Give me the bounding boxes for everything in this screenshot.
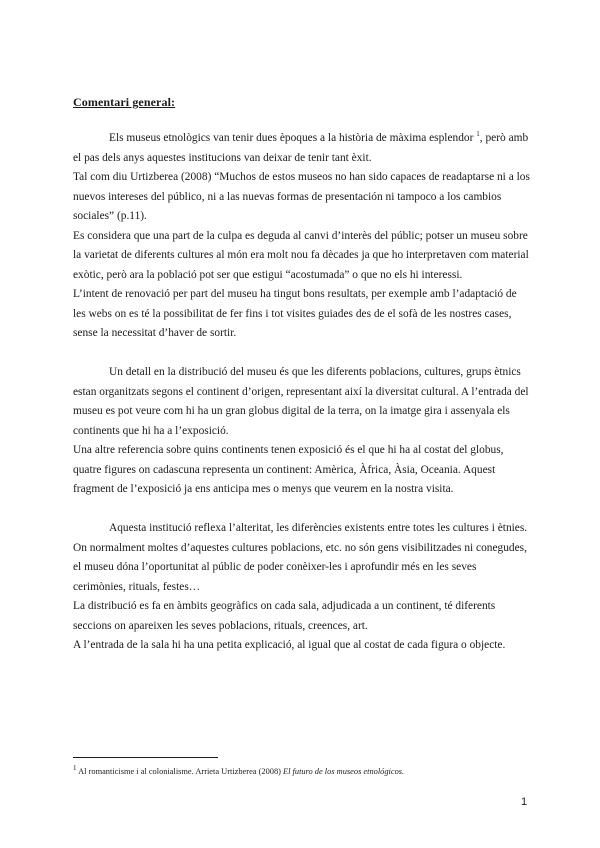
paragraph-8: La distribució es fa en àmbits geogràfics on cada sala, adjudicada a un continent, té diferents seccions on apareixen les seves poblacions, rituals, creences, art.: [73, 600, 496, 632]
section-heading: Comentari general:: [73, 95, 176, 109]
footnote-reference[interactable]: 1: [476, 130, 480, 139]
paragraph-1: [73, 129, 530, 168]
footnote-separator: [73, 757, 218, 758]
paragraph-1-text: Els museus etnològics van tenir dues èpoques a la història de màxima esplendor: [109, 132, 474, 144]
paragraph-3: Es considera que una part de la culpa es deguda al canvi d’interès del públic; potser un museu sobre la varietat de diferents cultures al món era molt nou fa dècades ja que ho interpretaven com material exòtic, però ara la població pot ser que estigui “acostumada” o que no els hi interessi.: [73, 229, 529, 281]
paragraph-1-tail: , però amb el pas dels anys aquestes institucions van deixar de tenir tant èxit.: [73, 132, 529, 164]
footnote: [73, 766, 533, 778]
footnote-title: El futuro de los museos etnológicos.: [283, 767, 405, 776]
footnote-text: Al romanticisme i al colonialisme. Arrieta Urtizberea (2008): [76, 767, 284, 776]
paragraph-4: L’intent de renovació per part del museu ha tingut bons resultats, per exemple amb l’adaptació de les webs on es té la possibilitat de fer fins i tot visites guiades des de el sofà de les nostres cases, sense la necessitat d’haver de sortir.: [73, 288, 517, 339]
paragraph-6: Una altre referencia sobre quins continents tenen exposició és el que hi ha al costat del globus, quatre figures on cadascuna representa un continent: Amèrica, Àfrica, Àsia, Oceania. Aquest fragment de l’exposició ja ens anticipa mes o menys que veurem en la nostra visita.: [73, 444, 504, 495]
paragraph-2: Tal com diu Urtizberea (2008) “Muchos de estos museos no han sido capaces de readaptarse ni a los nuevos intereses del público, ni a las nuevas formas de presentación ni tampoco a los cambios sociales” (p.11).: [73, 171, 530, 222]
paragraph-7: Aquesta institució reflexa l’alteritat, les diferències existents entre totes les cultures i ètnies. On normalment moltes d’aquestes cultures poblacions, etc. no són gens visibilitzades ni conegudes, el museu dóna l’oportunitat al públic de poder conèixer-les i aprofundir més en les seves cerimònies, rituals, festes…: [73, 522, 528, 593]
paragraph-5: Un detall en la distribució del museu és que les diferents poblacions, cultures, grups ètnics estan organitzats segons el continent d’origen, representant així la diversitat cultural. A l’entrada del museu es pot veure com hi ha un gran globus digital de la terra, on la imatge gira i assenyala els continents que hi ha a l’exposició.: [73, 366, 529, 437]
body-text: [73, 129, 530, 656]
footnote-marker: 1: [73, 764, 77, 773]
page-number: 1: [521, 796, 528, 808]
paragraph-9: A l’entrada de la sala hi ha una petita explicació, al igual que al costat de cada figura o objecte.: [73, 639, 506, 651]
